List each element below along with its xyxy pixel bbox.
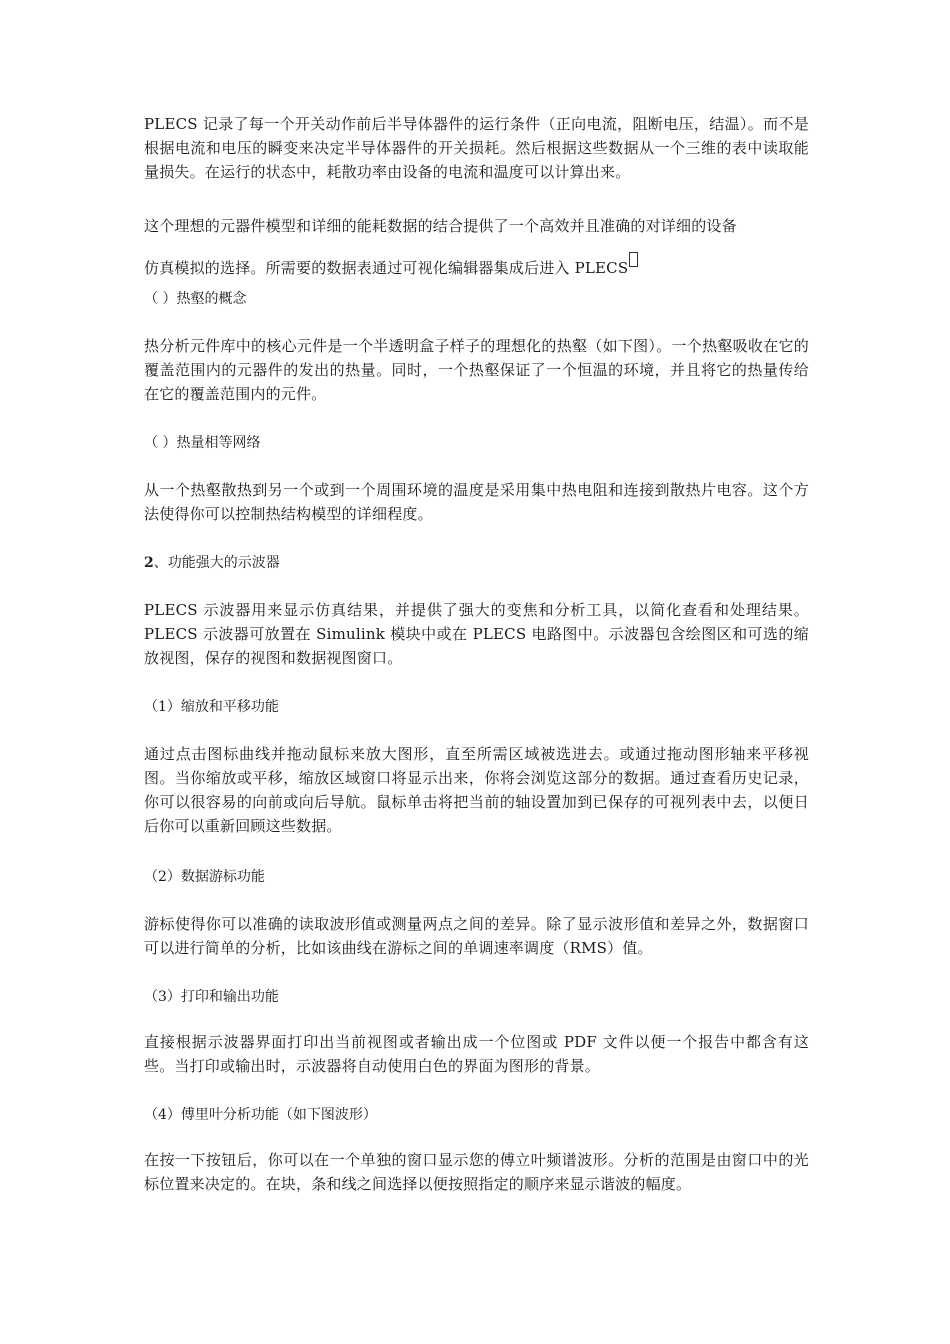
paragraph-zoom-pan: 通过点击图标曲线并拖动鼠标来放大图形，直至所需区域被选进去。或通过拖动图形轴来平移视图。当你缩放或平移，缩放区域窗口将显示出来，你将会浏览这部分的数据。通过查看历史记录，你可以很容易的向前或向后导航。鼠标单击将把当前的轴设置加到已保存的可视列表中去，以便日后你可以重新回顾这些数据。 [144, 745, 809, 835]
paragraph-thermal-network: 从一个热壑散热到另一个或到一个周围环境的温度是采用集中热电阻和连接到散热片电容。这个方法使得你可以控制热结构模型的详细程度。 [144, 481, 809, 523]
heading-zoom-pan: （1）缩放和平移功能 [144, 699, 279, 715]
paragraph-model-line2: 仿真模拟的选择。所需要的数据表通过可视化编辑器集成后进入 PLECS [144, 259, 629, 277]
paragraph-model-line2-wrap [144, 252, 809, 280]
heading-oscilloscope-text: 、功能强大的示波器 [153, 555, 280, 571]
paragraph-switching-losses: PLECS 记录了每一个开关动作前后半导体器件的运行条件（正向电流，阻断电压，结温）。而不是根据电流和电压的瞬变来决定半导体器件的开关损耗。然后根据这些数据从一个三维的表中读取能量损失。在运行的状态中，耗散功率由设备的电流和温度可以计算出来。 [144, 115, 809, 181]
paragraph-heatsink: 热分析元件库中的核心元件是一个半透明盒子样子的理想化的热壑（如下图）。一个热壑吸收在它的覆盖范围内的元器件的发出的热量。同时，一个热壑保证了一个恒温的环境，并且将它的热量传给在它的覆盖范围内的元件。 [144, 337, 809, 403]
missing-glyph-icon [629, 252, 638, 267]
paragraph-oscilloscope: PLECS 示波器用来显示仿真结果，并提供了强大的变焦和分析工具，以简化查看和处理结果。PLECS 示波器可放置在 Simulink 模块中或在 PLECS 电路图中。示波器包含绘图区和可选的缩放视图，保存的视图和数据视图窗口。 [144, 601, 809, 667]
heading-oscilloscope-number: 2 [144, 555, 154, 571]
paragraph-fourier: 在按一下按钮后，你可以在一个单独的窗口显示您的傅立叶频谱波形。分析的范围是由窗口中的光标位置来决定的。在块，条和线之间选择以便按照指定的顺序来显示谐波的幅度。 [144, 1151, 809, 1193]
heading-thermal-network: （ ）热量相等网络 [144, 435, 261, 451]
heading-heatsink-concept: （ ）热壑的概念 [144, 291, 247, 307]
paragraph-print-export: 直接根据示波器界面打印出当前视图或者输出成一个位图或 PDF 文件以便一个报告中都含有这些。当打印或输出时，示波器将自动使用白色的界面为图形的背景。 [144, 1033, 809, 1075]
heading-data-cursor: （2）数据游标功能 [144, 869, 265, 885]
heading-fourier: （4）傅里叶分析功能（如下图波形） [144, 1107, 377, 1123]
heading-oscilloscope [144, 552, 280, 574]
heading-print-export: （3）打印和输出功能 [144, 989, 279, 1005]
paragraph-data-cursor: 游标使得你可以准确的读取波形值或测量两点之间的差异。除了显示波形值和差异之外，数据窗口可以进行简单的分析，比如该曲线在游标之间的单调速率调度（RMS）值。 [144, 915, 809, 957]
paragraph-model-line1: 这个理想的元器件模型和详细的能耗数据的结合提供了一个高效并且准确的对详细的设备 [144, 217, 737, 235]
